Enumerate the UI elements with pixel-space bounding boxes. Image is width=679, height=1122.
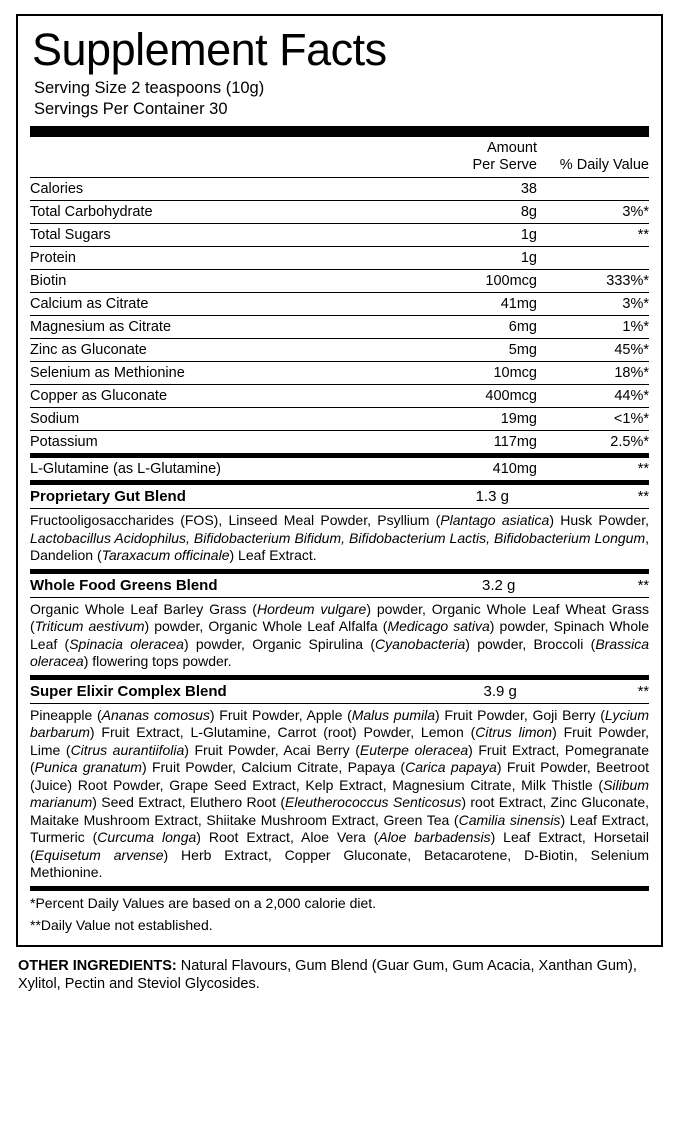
nutrient-amount: 100mcg [485, 273, 537, 289]
nutrient-amount: 1g [520, 227, 537, 243]
blend-amount: 3.9 g [483, 682, 517, 700]
nutrient-name: Total Sugars [30, 227, 111, 243]
footnote-dv-not-established: **Daily Value not established. [30, 916, 213, 933]
greens-blend-ingredients: Organic Whole Leaf Barley Grass (Hordeum vulgare) powder, Organic Whole Leaf Wheat Grass (Triticum aestivum) powder, Organic Whole Leaf Alfalfa (Medicago sativa) powder, Spinach Whole Leaf (Spinacia oleracea) powder, Organic Spirulina (Cyanobacteria) powder, Broccoli (Brassica oleracea) flowering tops powder. [30, 600, 649, 669]
footnote-percent-dv: *Percent Daily Values are based on a 2,000 calorie diet. [30, 894, 377, 911]
header-spacer [30, 137, 387, 178]
blend-amount: 1.3 g [475, 488, 509, 505]
nutrient-dv: 45%* [614, 342, 649, 358]
glutamine-name: L-Glutamine (as L-Glutamine) [30, 461, 221, 477]
table-row [30, 201, 649, 224]
blend-dv: ** [637, 577, 649, 594]
nutrient-name: Potassium [30, 434, 98, 450]
table-row [30, 458, 649, 480]
page-title: Supplement Facts [32, 24, 387, 75]
nutrient-dv: 1%* [622, 319, 649, 335]
table-row [30, 408, 649, 431]
blend-name: Super Elixir Complex Blend [30, 682, 227, 700]
nutrient-amount: 8g [520, 204, 537, 220]
nutrient-name: Total Carbohydrate [30, 204, 153, 220]
table-row [30, 574, 649, 597]
header-daily-value: % Daily Value [559, 157, 649, 173]
nutrient-dv: 44%* [614, 388, 649, 404]
supplement-facts-panel [16, 14, 663, 947]
blend-dv: ** [637, 489, 649, 505]
nutrient-dv: 333%* [606, 273, 649, 289]
nutrient-dv: <1%* [613, 411, 649, 427]
nutrient-amount: 5mg [508, 342, 537, 358]
gut-blend-ingredients: Fructooligosaccharides (FOS), Linseed Meal Powder, Psyllium (Plantago asiatica) Husk Powder, Lactobacillus Acidophilus, Bifidobacterium Bifidum, Bifidobacterium Lactis, Bifidobacterium Longum, Dandelion (Taraxacum officinale) Leaf Extract. [30, 512, 649, 563]
nutrient-dv: 18%* [614, 365, 649, 381]
table-row [30, 224, 649, 247]
table-header-row [30, 137, 649, 178]
nutrient-name: Calcium as Citrate [30, 296, 149, 312]
nutrient-dv: 3%* [622, 296, 649, 312]
nutrient-dv: ** [637, 227, 649, 243]
servings-per-container: Servings Per Container 30 [34, 100, 228, 118]
nutrient-name: Biotin [30, 273, 67, 289]
nutrient-amount: 400mcg [485, 388, 537, 404]
blend-name: Whole Food Greens Blend [30, 576, 218, 594]
table-row [30, 680, 649, 703]
nutrient-dv [537, 178, 649, 201]
nutrient-name: Copper as Gluconate [30, 388, 168, 404]
blend-dv: ** [637, 683, 649, 700]
other-ingredients-label: OTHER INGREDIENTS: [18, 957, 177, 974]
nutrient-amount: 10mcg [493, 365, 537, 381]
header-amount-line2: Per Serve [472, 157, 537, 173]
glutamine-table [30, 458, 649, 480]
table-row [30, 270, 649, 293]
table-row [30, 339, 649, 362]
blend-amount: 3.2 g [482, 576, 516, 594]
greens-blend-header [30, 574, 649, 597]
nutrient-amount: 117mg [493, 434, 537, 450]
nutrient-name: Calories [30, 181, 84, 197]
nutrient-dv: 2.5%* [610, 434, 649, 450]
elixir-blend-header [30, 680, 649, 703]
nutrient-amount: 38 [520, 181, 537, 197]
table-row [30, 362, 649, 385]
table-row [30, 178, 649, 201]
nutrient-amount: 1g [520, 250, 537, 266]
table-row [30, 485, 649, 508]
header-amount [387, 137, 537, 178]
nutrient-name: Sodium [30, 411, 80, 427]
other-ingredients [16, 947, 663, 993]
header-amount-line1: Amount [487, 140, 537, 156]
nutrition-table [30, 137, 649, 453]
table-row [30, 247, 649, 270]
nutrient-name: Protein [30, 250, 76, 266]
elixir-blend-ingredients: Pineapple (Ananas comosus) Fruit Powder, Apple (Malus pumila) Fruit Powder, Goji Berry (Lycium barbarum) Fruit Extract, L-Glutamine, Carrot (root) Powder, Lemon (Citrus limon) Fruit Powder, Lime (Citrus aurantiifolia) Fruit Powder, Acai Berry (Euterpe oleracea) Fruit Extract, Pomegranate (Punica granatum) Fruit Powder, Calcium Citrate, Papaya (Carica papaya) Fruit Powder, Beetroot (Juice) Root Powder, Grape Seed Extract, Kelp Extract, Magnesium Citrate, Milk Thistle (Silibum marianum) Seed Extract, Eluthero Root (Eleutherococcus Senticosus) root Extract, Zinc Gluconate, Maitake Mushroom Extract, Shiitake Mushroom Extract, Green Tea (Camilia sinensis) Leaf Extract, Turmeric (Curcuma longa) Root Extract, Aloe Vera (Aloe barbadensis) Leaf Extract, Horsetail (Equisetum arvense) Herb Extract, Copper Gluconate, Betacarotene, D-Biotin, Selenium Methionine. [30, 706, 650, 880]
divider-thick-top [30, 126, 649, 137]
blend-name: Proprietary Gut Blend [30, 488, 186, 505]
gut-blend-header [30, 485, 649, 508]
glutamine-amount: 410mg [492, 461, 537, 477]
nutrient-dv [537, 247, 649, 270]
nutrient-name: Magnesium as Citrate [30, 319, 172, 335]
table-row [30, 385, 649, 408]
nutrient-amount: 41mg [500, 296, 537, 312]
table-row [30, 431, 649, 454]
nutrient-name: Selenium as Methionine [30, 365, 185, 381]
nutrient-amount: 6mg [508, 319, 537, 335]
table-row [30, 316, 649, 339]
nutrient-amount: 19mg [500, 411, 537, 427]
nutrient-dv: 3%* [622, 204, 649, 220]
glutamine-dv: ** [637, 461, 649, 477]
other-ingredients-text: Natural Flavours, Gum Blend (Guar Gum, Gum Acacia, Xanthan Gum), Xylitol, Pectin and Steviol Glycosides. [18, 957, 637, 992]
table-row [30, 293, 649, 316]
serving-size: Serving Size 2 teaspoons (10g) [34, 79, 265, 97]
nutrient-name: Zinc as Gluconate [30, 342, 147, 358]
